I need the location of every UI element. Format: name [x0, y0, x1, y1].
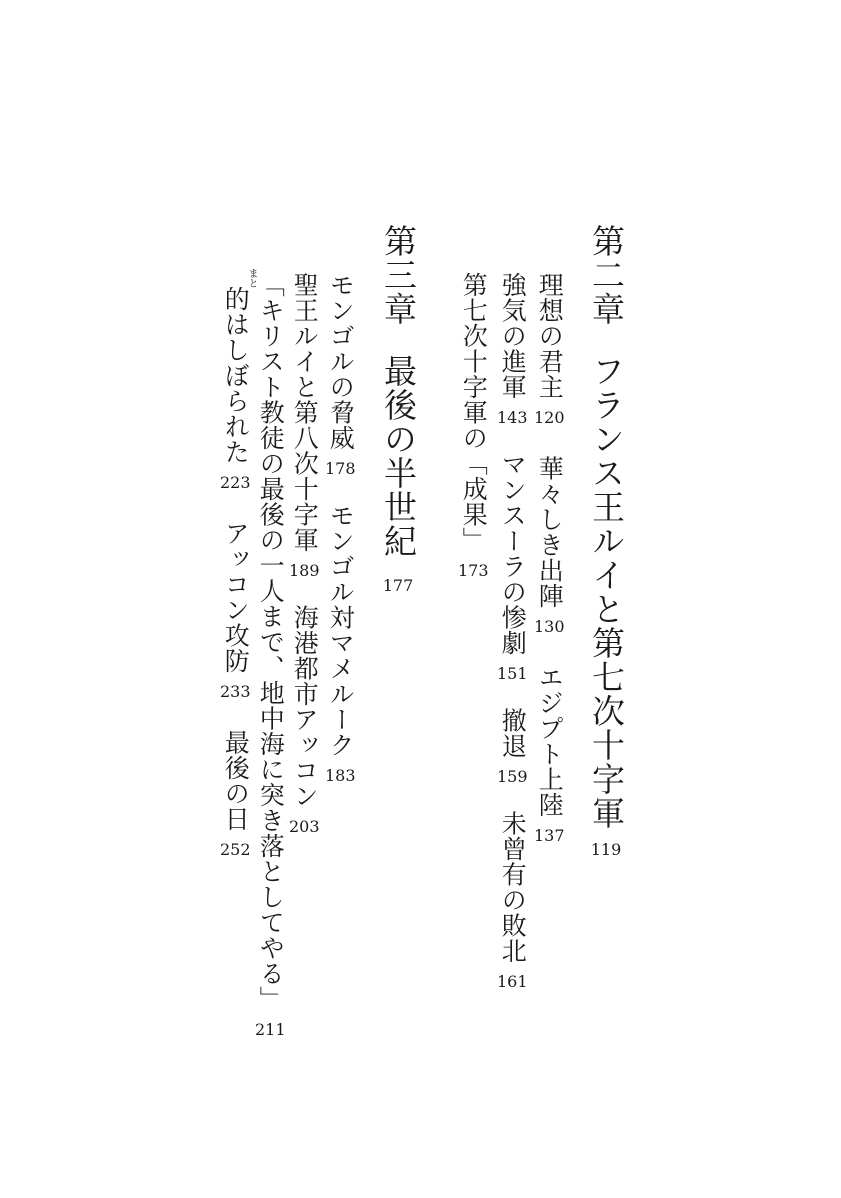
toc-entry-title: 撤退 — [498, 707, 528, 759]
toc-entry-title: 華々しき出陣 — [535, 455, 565, 609]
toc-entry-page: 161 — [497, 971, 528, 991]
toc-entry-title: 聖王ルイと第八次十字軍 — [290, 272, 320, 553]
chapter-3-page: 177 — [382, 576, 414, 595]
chapter-3-column-4 — [220, 286, 251, 858]
toc-entry-page: 223 — [220, 472, 251, 492]
toc-entry-page: 203 — [289, 816, 320, 836]
toc-entry-title: 第七次十字軍の「成果」 — [459, 272, 489, 553]
toc-entry-page: 183 — [325, 765, 356, 785]
toc-entry-page: 143 — [497, 407, 528, 427]
chapter-2-label: 第二章 — [587, 224, 626, 326]
toc-entry-page: 211 — [255, 1019, 286, 1039]
chapter-2-column-2 — [497, 272, 528, 990]
toc-entry-title: 強気の進軍 — [498, 272, 528, 400]
toc-entry-title: 最後の日 — [221, 729, 251, 832]
toc-entry-title: エジプト上陸 — [535, 664, 565, 818]
toc-entry-title: アッコン攻防 — [221, 520, 251, 674]
chapter-2-column-1 — [534, 272, 565, 844]
chapter-3-column-3 — [255, 272, 286, 1038]
chapter-2-page: 119 — [590, 840, 622, 859]
chapter-3-heading — [379, 224, 418, 595]
toc-entry-title: 的はしぼられた — [221, 286, 251, 465]
toc-entry-page: 178 — [325, 458, 356, 478]
chapter-3-label: 第三章 — [379, 224, 418, 326]
toc-entry-page: 151 — [497, 663, 528, 683]
toc-entry-title: 理想の君主 — [535, 272, 565, 400]
chapter-3-column-2 — [289, 272, 320, 835]
chapter-2-heading — [587, 224, 626, 859]
toc-entry-page: 130 — [534, 616, 565, 636]
toc-entry-page: 120 — [534, 407, 565, 427]
toc-entry-title: モンゴル対マメルーク — [326, 502, 356, 758]
toc-entry-title: 未曾有の敗北 — [498, 810, 528, 964]
chapter-2-title: フランス王ルイと第七次十字軍 — [587, 354, 626, 830]
toc-entry-page: 137 — [534, 825, 565, 845]
chapter-3-title: 最後の半世紀 — [379, 354, 418, 558]
ruby-annotation: まと — [246, 268, 257, 288]
toc-entry-page: 233 — [220, 681, 251, 701]
toc-entry-page: 173 — [458, 560, 489, 580]
chapter-3-column-1 — [325, 272, 356, 784]
toc-entry-page: 252 — [220, 839, 251, 859]
toc-entry-title: 「キリスト教徒の最後の一人まで、地中海に突き落としてやる」 — [256, 272, 286, 1012]
toc-entry-title: 海港都市アッコン — [290, 604, 320, 809]
toc-entry-title: モンゴルの脅威 — [326, 272, 356, 451]
chapter-2-column-3 — [458, 272, 489, 579]
toc-entry-title: マンスーラの惨劇 — [498, 451, 528, 656]
toc-entry-page: 159 — [497, 766, 528, 786]
toc-entry-page: 189 — [289, 560, 320, 580]
